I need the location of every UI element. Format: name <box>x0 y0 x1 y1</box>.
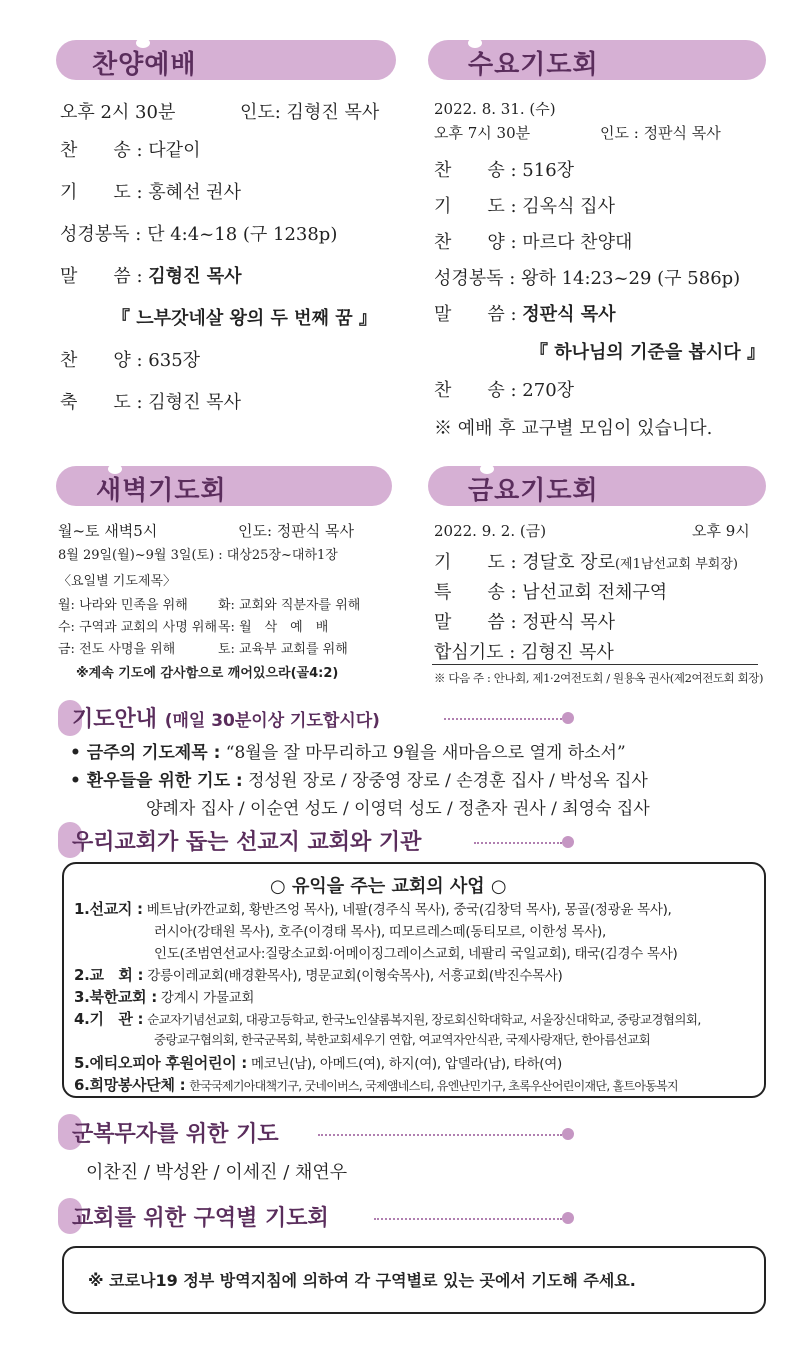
mission-entry-2 <box>74 964 563 985</box>
dot-end <box>562 1212 574 1224</box>
dawn-title: 새벽기도회 <box>96 476 227 506</box>
sick-prayer-row2: 양례자 집사 / 이순연 성도 / 이영덕 성도 / 정춘자 권사 / 최영숙 집사 <box>146 799 650 819</box>
value: 순교자기념선교회, 대광고등학교, 한국노인샬롬복지원, 장로회신학대학교, 서울장신대학교, 중랑교경협의회, <box>147 1012 701 1027</box>
friday-title-pill <box>428 466 766 506</box>
value: 경달호 장로 <box>522 552 615 573</box>
wednesday-notice: ※ 예배 후 교구별 모임이 있습니다. <box>434 418 713 439</box>
sunday-choir-row <box>60 346 200 372</box>
note: (제1남선교회 부회장) <box>614 557 738 572</box>
missions-title: 우리교회가 돕는 선교지 교회와 기관 <box>72 830 422 855</box>
wednesday-time: 오후 7시 30분 <box>434 124 531 142</box>
friday-sermon-row <box>434 608 615 634</box>
value: 메코닌(남), 아메드(여), 하지(여), 압델라(남), 타하(여) <box>250 1056 562 1072</box>
label: 찬 양 : <box>60 350 143 371</box>
wednesday-leader: 인도 : 정판식 목사 <box>600 124 721 142</box>
label: • 금주의 기도제목 : <box>70 743 221 763</box>
dawn-day-tue: 화: 교회와 직분자를 위해 <box>218 598 361 613</box>
sunday-hymn-row <box>60 136 200 162</box>
dawn-day-mon: 월: 나라와 민족을 위해 <box>58 598 188 613</box>
dawn-period: 8월 29일(월)~9월 3일(토) : 대상25장~대하1장 <box>58 548 338 563</box>
label: 기 도 : <box>60 182 143 203</box>
mission-entry-3 <box>74 986 254 1007</box>
friday-unison-row <box>434 638 614 664</box>
label: 4.기 관 : <box>74 1010 144 1028</box>
dawn-verse: ※계속 기도에 감사함으로 깨어있으라(골4:2) <box>76 666 339 681</box>
friday-next: ※ 다음 주 : 안나회, 제1·2여전도회 / 원용옥 권사(제2여전도회 회장) <box>434 671 764 685</box>
mission-entry-6 <box>74 1074 678 1095</box>
value: 왕하 14:23~29 (구 586p) <box>521 268 741 289</box>
label: 1.선교지 : <box>74 900 143 918</box>
weekly-prayer-row <box>70 738 626 763</box>
label: 말 씀 : <box>434 612 517 633</box>
label: 6.희망봉사단체 : <box>74 1076 186 1094</box>
sunday-title-pill <box>56 40 396 80</box>
dawn-leader: 인도: 정판식 목사 <box>238 522 355 540</box>
label: 합심기도 : <box>434 642 516 663</box>
sunday-reading-row <box>60 220 337 246</box>
dawn-time: 월~토 새벽5시 <box>58 522 158 540</box>
label: 3.북한교회 : <box>74 988 157 1006</box>
wednesday-prayer-row <box>434 192 615 218</box>
dawn-day-fri: 금: 전도 사명을 위해 <box>58 642 176 657</box>
value: 정판식 목사 <box>522 304 616 325</box>
label: 말 씀 : <box>60 266 143 287</box>
value: 635장 <box>148 350 201 371</box>
mission-entry-1-line3: 인도(조범연선교사:질랑소교회·어메이징그레이스교회, 네팔리 국일교회), 태국(김경수 목사) <box>154 946 678 962</box>
sunday-benediction-row <box>60 388 241 414</box>
wednesday-title-pill <box>428 40 766 80</box>
label: 축 도 : <box>60 392 143 413</box>
missions-box-title: ○ 유익을 주는 교회의 사업 ○ <box>270 876 507 897</box>
wednesday-title: 수요기도회 <box>468 50 599 80</box>
sunday-title: 찬양예배 <box>92 50 197 80</box>
mission-entry-1-line2: 러시아(강태원 목사), 호주(이경태 목사), 띠모르레스떼(동티모르, 이한성 목사), <box>154 924 606 940</box>
friday-divider <box>432 664 758 665</box>
value: “8월을 잘 마무리하고 9월을 새마음으로 열게 하소서” <box>225 743 626 763</box>
value: 강릉이레교회(배경환목사), 명문교회(이형숙목사), 서흥교회(박진수목사) <box>147 968 563 984</box>
wednesday-date: 2022. 8. 31. (수) <box>434 100 556 118</box>
value: 단 4:4~18 (구 1238p) <box>147 224 338 245</box>
wednesday-hymn-row <box>434 156 574 182</box>
dot-end <box>562 712 574 724</box>
wednesday-sermon-row <box>434 300 616 326</box>
label: 특 송 : <box>434 582 517 603</box>
dotted-rule <box>374 1218 562 1220</box>
label: 기 도 : <box>434 196 517 217</box>
value: 한국국제기아대책기구, 굿네이버스, 국제앰네스티, 유엔난민기구, 초록우산어린이재단, 홀트아동복지 <box>189 1079 678 1093</box>
value: 김옥식 집사 <box>522 196 615 217</box>
value: 다같이 <box>148 140 201 161</box>
value: 정판식 목사 <box>522 612 615 633</box>
friday-title: 금요기도회 <box>468 476 599 506</box>
value: 남선교회 전체구역 <box>522 582 668 603</box>
wednesday-sermon-title: 『 하나님의 기준을 봅시다 』 <box>530 342 765 363</box>
dawn-day-sat: 토: 교육부 교회를 위해 <box>218 642 348 657</box>
label: 찬 송 : <box>434 160 517 181</box>
label: 말 씀 : <box>434 304 517 325</box>
label: • 환우들을 위한 기도 : <box>70 771 243 791</box>
value: 270장 <box>522 380 575 401</box>
title-text: 기도안내 <box>72 707 158 732</box>
value: 김형진 목사 <box>521 642 614 663</box>
mission-entry-1 <box>74 898 672 919</box>
label: 성경봉독 : <box>434 268 516 289</box>
label: 찬 양 : <box>434 232 517 253</box>
label: 찬 송 : <box>60 140 143 161</box>
district-title: 교회를 위한 구역별 기도회 <box>72 1206 329 1231</box>
dawn-day-wed: 수: 구역과 교회의 사명 위해 <box>58 620 218 635</box>
label: 성경봉독 : <box>60 224 142 245</box>
value: 김형진 목사 <box>148 392 241 413</box>
value: 마르다 찬양대 <box>522 232 633 253</box>
friday-time: 오후 9시 <box>692 522 750 540</box>
sunday-leader: 인도: 김형진 목사 <box>240 102 380 123</box>
military-names: 이찬진 / 박성완 / 이세진 / 채연우 <box>86 1162 348 1183</box>
dotted-rule <box>444 718 562 720</box>
friday-special-row <box>434 578 667 604</box>
sunday-prayer-row <box>60 178 241 204</box>
wednesday-choir-row <box>434 228 632 254</box>
label: 기 도 : <box>434 552 517 573</box>
value: 홍혜선 권사 <box>148 182 241 203</box>
value: 강계시 가물교회 <box>160 990 255 1006</box>
dotted-rule <box>318 1134 562 1136</box>
military-title: 군복무자를 위한 기도 <box>72 1122 279 1147</box>
friday-prayer-row <box>434 548 738 574</box>
wednesday-reading-row <box>434 264 740 290</box>
value: 516장 <box>522 160 575 181</box>
label: 5.에티오피아 후원어린이 : <box>74 1054 247 1072</box>
dawn-title-pill <box>56 466 392 506</box>
sunday-sermon-title: 『 느부갓네살 왕의 두 번째 꿈 』 <box>112 308 377 329</box>
mission-entry-4-line2: 중랑교구협의회, 한국군목회, 북한교회세우기 연합, 여교역자안식관, 국제사랑재단, 한아름선교회 <box>154 1032 651 1047</box>
wednesday-hymn2-row <box>434 376 574 402</box>
dotted-rule <box>474 842 562 844</box>
friday-date: 2022. 9. 2. (금) <box>434 522 547 540</box>
value: 정성원 장로 / 장중영 장로 / 손경훈 집사 / 박성옥 집사 <box>248 771 648 791</box>
dot-end <box>562 836 574 848</box>
dawn-day-thu: 목: 월 삭 예 배 <box>218 620 329 635</box>
sunday-sermon-row <box>60 262 242 288</box>
label: 2.교 회 : <box>74 966 144 984</box>
value: 김형진 목사 <box>148 266 242 287</box>
dawn-daily-title: 〈요일별 기도제목〉 <box>58 574 177 589</box>
dot-end <box>562 1128 574 1140</box>
subtitle-text: (매일 30분이상 기도합시다) <box>164 711 380 731</box>
value: 베트남(카깐교회, 황반즈엉 목사), 네팔(경주식 목사), 중국(김창덕 목사), 몽골(정광윤 목사), <box>146 902 672 918</box>
prayer-guide-title <box>72 702 380 733</box>
mission-entry-5 <box>74 1052 562 1073</box>
sunday-time: 오후 2시 30분 <box>60 102 176 123</box>
label: 찬 송 : <box>434 380 517 401</box>
sick-prayer-row <box>70 766 648 791</box>
district-notice: ※ 코로나19 정부 방역지침에 의하여 각 구역별로 있는 곳에서 기도해 주세요. <box>88 1271 636 1290</box>
mission-entry-4 <box>74 1008 701 1029</box>
